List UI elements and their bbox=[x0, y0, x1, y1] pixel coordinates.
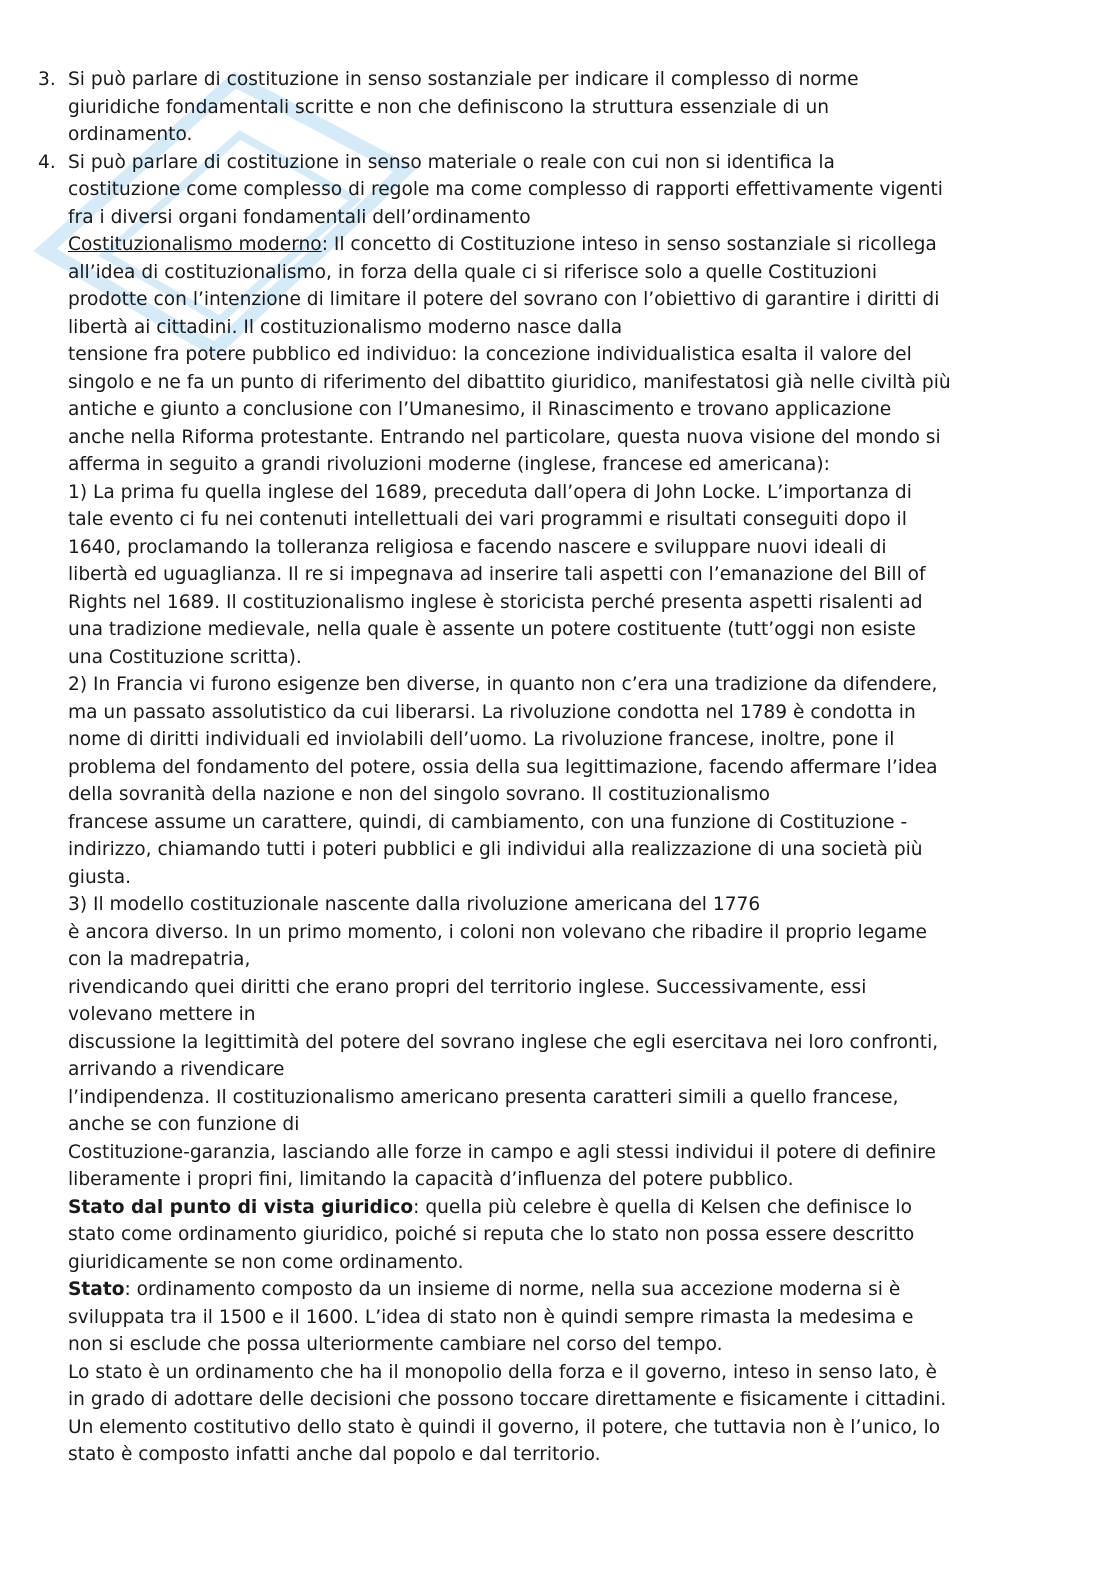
section-stato-giuridico bbox=[38, 1194, 1068, 1277]
term-definition: : ordinamento composto da un insieme di norme, nella sua accezione moderna si è bbox=[124, 1279, 901, 1300]
text-line: stato come ordinamento giuridico, poiché si reputa che lo stato non possa essere descritto bbox=[68, 1224, 915, 1245]
section-lines bbox=[68, 1304, 1068, 1469]
text-line: Rights nel 1689. Il costituzionalismo inglese è storicista perché presenta aspetti risalenti ad bbox=[68, 591, 923, 613]
term-costituzionalismo-moderno: Costituzionalismo moderno bbox=[68, 234, 322, 255]
text-line: fra i diversi organi fondamentali dell’ordinamento bbox=[68, 206, 531, 228]
text-line: è ancora diverso. In un primo momento, i coloni non volevano che ribadire il proprio legame bbox=[68, 921, 927, 943]
text-line: volevano mettere in bbox=[68, 1004, 256, 1025]
list-item-4 bbox=[38, 149, 1068, 232]
text-line: libertà ai cittadini. Il costituzionalismo moderno nasce dalla bbox=[68, 316, 623, 338]
text-line: singolo e ne fa un punto di riferimento del dibattito giuridico, manifestatosi già nelle civiltà più bbox=[68, 371, 951, 393]
text-line: liberamente i propri fini, limitando la capacità d’influenza del potere pubblico. bbox=[68, 1169, 794, 1190]
text-line: francese assume un carattere, quindi, di cambiamento, con una funzione di Costituzione - bbox=[68, 811, 908, 833]
text-line: una tradizione medievale, nella quale è assente un potere costituente (tutt’oggi non esiste bbox=[68, 619, 916, 640]
text-line: 1640, proclamando la tolleranza religiosa e facendo nascere e sviluppare nuovi ideali di bbox=[68, 536, 887, 558]
text-line: prodotte con l’intenzione di limitare il potere del sovrano con l’obiettivo di garantire i diritti di bbox=[68, 289, 940, 310]
text-line: 2) In Francia vi furono esigenze ben diverse, in quanto non c’era una tradizione da difendere, bbox=[68, 674, 938, 695]
section-costituzionalismo-moderno bbox=[38, 231, 1068, 1194]
text-line: rivendicando quei diritti che erano propri del territorio inglese. Successivamente, essi bbox=[68, 976, 867, 998]
text-line: giuridicamente se non come ordinamento. bbox=[68, 1251, 464, 1273]
text-line: 1) La prima fu quella inglese del 1689, preceduta dall’opera di John Locke. L’importanza di bbox=[68, 481, 912, 503]
text-line: tale evento ci fu nei contenuti intellettuali dei vari programmi e risultati conseguiti dopo il bbox=[68, 509, 907, 530]
text-line: nome di diritti individuali ed inviolabili dell’uomo. La rivoluzione francese, inoltre, pone il bbox=[68, 729, 895, 750]
text-line: discussione la legittimità del potere del sovrano inglese che egli esercitava nei loro confronti, bbox=[68, 1031, 939, 1053]
text-line: non si esclude che possa ulteriormente cambiare nel corso del tempo. bbox=[68, 1334, 723, 1355]
document-body bbox=[38, 66, 1068, 1469]
section-first-line bbox=[68, 1276, 1068, 1304]
text-line: ordinamento. bbox=[68, 124, 193, 145]
section-first-line bbox=[68, 1194, 1068, 1222]
text-line: l’indipendenza. Il costituzionalismo americano presenta caratteri simili a quello francese, bbox=[68, 1086, 899, 1108]
list-number: 3. bbox=[38, 69, 56, 90]
section-first-line bbox=[68, 231, 1068, 259]
term-definition: : quella più celebre è quella di Kelsen che definisce lo bbox=[413, 1196, 912, 1218]
text-line: con la madrepatria, bbox=[68, 949, 251, 970]
text-line: tensione fra potere pubblico ed individuo: la concezione individualistica esalta il valore del bbox=[68, 344, 912, 365]
text-line: afferma in seguito a grandi rivoluzioni moderne (inglese, francese ed americana): bbox=[68, 454, 830, 475]
text-line: costituzione come complesso di regole ma come complesso di rapporti effettivamente vigenti bbox=[68, 179, 943, 200]
text-line: 3) Il modello costituzionale nascente dalla rivoluzione americana del 1776 bbox=[68, 894, 761, 915]
text-line: arrivando a rivendicare bbox=[68, 1059, 285, 1080]
text-line: Un elemento costitutivo dello stato è quindi il governo, il potere, che tuttavia non è l’unico, lo bbox=[68, 1416, 941, 1438]
text-line: sviluppata tra il 1500 e il 1600. L’idea di stato non è quindi sempre rimasta la medesima e bbox=[68, 1306, 914, 1328]
text-line: all’idea di costituzionalismo, in forza della quale ci si riferisce solo a quelle Costituzioni bbox=[68, 261, 878, 283]
text-line: Costituzione-garanzia, lasciando alle forze in campo e agli stessi individui il potere di definire bbox=[68, 1141, 936, 1163]
text-line: Si può parlare di costituzione in senso materiale o reale con cui non si identifica la bbox=[68, 151, 835, 173]
text-line: una Costituzione scritta). bbox=[68, 646, 302, 668]
term-definition: : Il concetto di Costituzione inteso in senso sostanziale si ricollega bbox=[321, 234, 937, 255]
section-stato bbox=[38, 1276, 1068, 1469]
section-lines bbox=[68, 1221, 1068, 1276]
text-line: libertà ed uguaglianza. Il re si impegnava ad inserire tali aspetti con l’emanazione del Bill of bbox=[68, 564, 926, 585]
text-line: anche se con funzione di bbox=[68, 1114, 300, 1135]
text-line: ma un passato assolutistico da cui liberarsi. La rivoluzione condotta nel 1789 è condotta in bbox=[68, 701, 916, 723]
term-stato: Stato bbox=[68, 1279, 125, 1300]
text-line: giuridiche fondamentali scritte e non che definiscono la struttura essenziale di un bbox=[68, 96, 830, 118]
text-line: indirizzo, chiamando tutti i poteri pubblici e gli individui alla realizzazione di una società più bbox=[68, 839, 923, 860]
term-stato-giuridico: Stato dal punto di vista giuridico bbox=[68, 1196, 414, 1218]
text-line: in grado di adottare delle decisioni che possono toccare direttamente e fisicamente i cittadini. bbox=[68, 1389, 947, 1410]
section-lines bbox=[68, 259, 1068, 1194]
text-line: antiche e giunto a conclusione con l’Umanesimo, il Rinascimento e trovano applicazione bbox=[68, 399, 892, 420]
text-line: problema del fondamento del potere, ossia della sua legittimazione, facendo affermare l’idea bbox=[68, 756, 938, 778]
text-line: anche nella Riforma protestante. Entrando nel particolare, questa nuova visione del mondo si bbox=[68, 426, 941, 448]
list-number: 4. bbox=[38, 151, 56, 173]
text-line: della sovranità della nazione e non del singolo sovrano. Il costituzionalismo bbox=[68, 784, 770, 805]
text-line: Si può parlare di costituzione in senso sostanziale per indicare il complesso di norme bbox=[68, 69, 859, 90]
text-line: Lo stato è un ordinamento che ha il monopolio della forza e il governo, inteso in senso lato, è bbox=[68, 1361, 937, 1383]
text-line: giusta. bbox=[68, 866, 132, 888]
text-line: stato è composto infatti anche dal popolo e dal territorio. bbox=[68, 1444, 601, 1465]
list-item-3 bbox=[38, 66, 1068, 149]
